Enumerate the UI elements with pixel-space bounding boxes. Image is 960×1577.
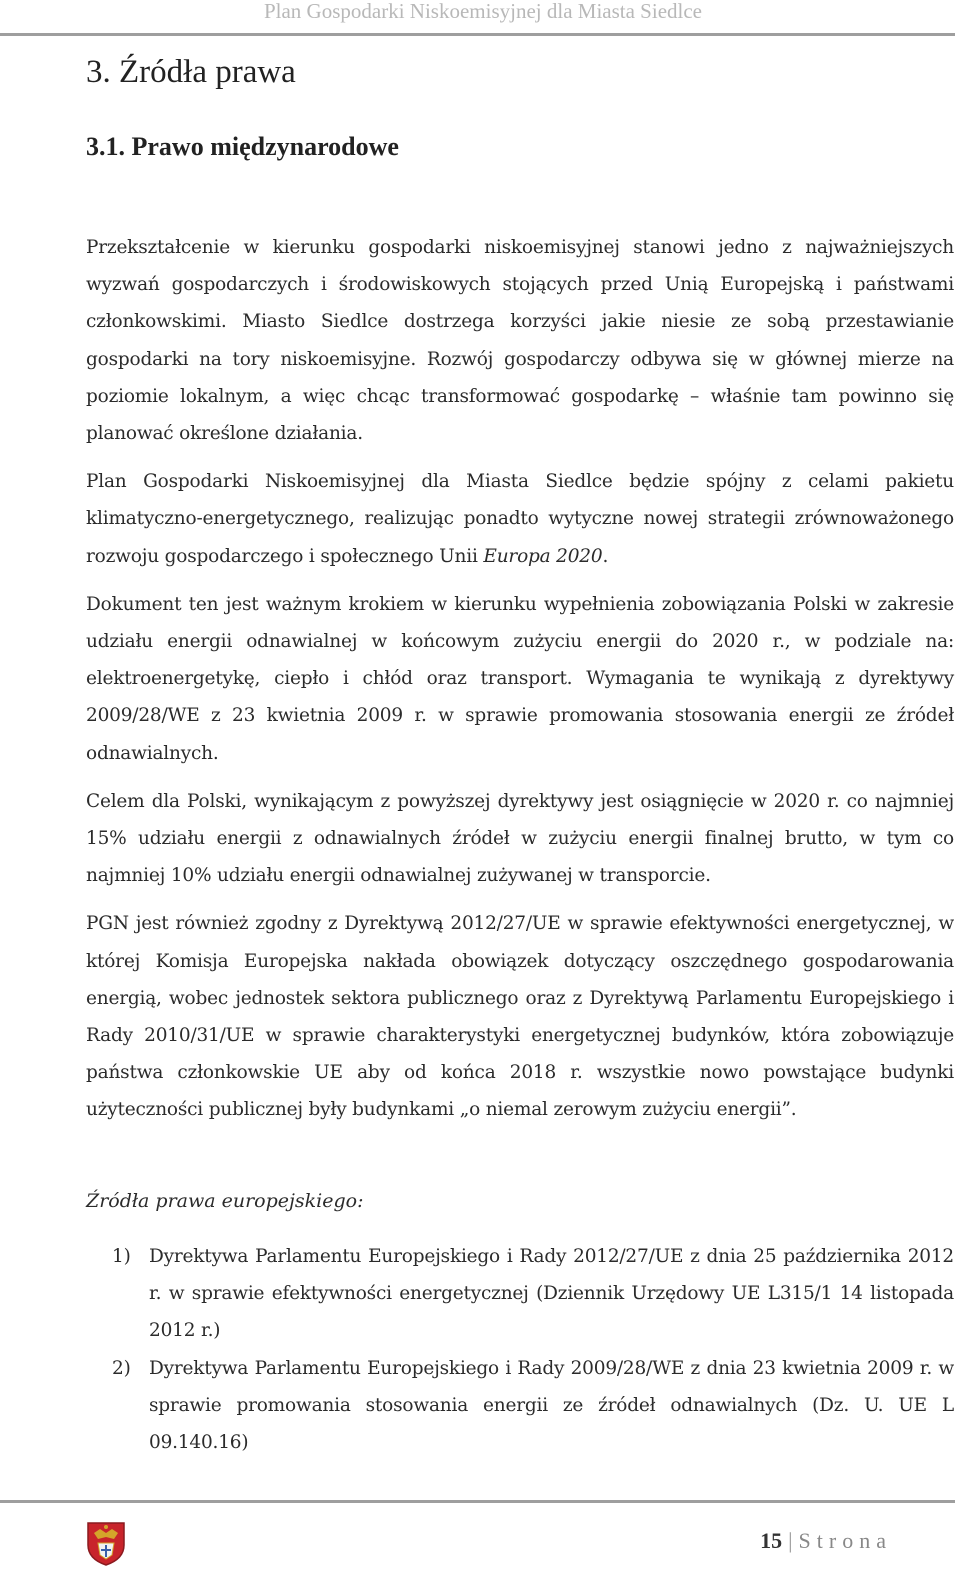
section-title: 3. Źródła prawa (86, 54, 296, 90)
body-text (86, 229, 954, 1140)
page-number-value: 15 (760, 1528, 783, 1553)
list-item (112, 1238, 954, 1350)
subsection-title: 3.1. Prawo międzynarodowe (86, 132, 399, 161)
list-item (112, 1350, 954, 1462)
page-number (760, 1528, 892, 1554)
list-item-number: 2) (112, 1357, 131, 1379)
paragraph-2-end: . (602, 545, 609, 567)
header-title: Plan Gospodarki Niskoemisyjnej dla Miasta Siedlce (263, 0, 702, 23)
city-crest-icon (86, 1519, 126, 1567)
paragraph-2-text: Plan Gospodarki Niskoemisyjnej dla Miasta Siedlce będzie spójny z celami pakietu klimatyczno-energetycznego, realizując ponadto wytyczne nowej strategii zrównoważonego rozwoju gospodarczego i społecznego Unii (86, 471, 954, 567)
paragraph-2 (86, 463, 954, 575)
paragraph-2-italic: Europa 2020 (483, 545, 603, 567)
list-item-text: Dyrektywa Parlamentu Europejskiego i Rady 2009/28/WE z dnia 23 kwietnia 2009 r. w sprawie promowania stosowania energii ze źródeł odnawialnych (Dz. U. UE L 09.140.16) (149, 1357, 954, 1454)
paragraph-1: Przekształcenie w kierunku gospodarki niskoemisyjnej stanowi jedno z najważniejszych wyzwań gospodarczych i środowiskowych stojących przed Unią Europejską i państwami członkowskimi. Miasto Siedlce dostrzega korzyści jakie niesie ze sobą przestawianie gospodarki na tory niskoemisyjne. Rozwój gospodarczy odbywa się w głównej mierze na poziomie lokalnym, a więc chcąc transformować gospodarkę – właśnie tam powinno się planować określone działania. (86, 237, 954, 445)
page-number-label: Strona (798, 1528, 892, 1553)
sources-heading: Źródła prawa europejskiego: (86, 1190, 364, 1212)
list-item-number: 1) (112, 1246, 131, 1267)
header-divider (0, 33, 955, 36)
paragraph-3: Dokument ten jest ważnym krokiem w kierunku wypełnienia zobowiązania Polski w zakresie udziału energii odnawialnej w końcowym zużyciu energii do 2020 r., w podziale na: elektroenergetykę, ciepło i chłód oraz transport. Wymagania te wynikają z dyrektywy 2009/28/WE z 23 kwietnia 2009 r. w sprawie promowania stosowania energii ze źródeł odnawialnych. (86, 593, 954, 764)
list-item-text: Dyrektywa Parlamentu Europejskiego i Rady 2012/27/UE z dnia 25 października 2012 r. w sprawie efektywności energetycznej (Dziennik Urzędowy UE L315/1 14 listopada 2012 r.) (149, 1246, 954, 1342)
paragraph-4: Celem dla Polski, wynikającym z powyższej dyrektywy jest osiągnięcie w 2020 r. co najmniej 15% udziału energii z odnawialnych źródeł w zużyciu energii finalnej brutto, w tym co najmniej 10% udziału energii odnawialnej zużywanej w transporcie. (86, 790, 954, 887)
footer-divider (0, 1500, 955, 1503)
sources-list (112, 1238, 954, 1461)
page-number-separator: | (788, 1528, 793, 1553)
paragraph-5: PGN jest również zgodny z Dyrektywą 2012/27/UE w sprawie efektywności energetycznej, w której Komisja Europejska nakłada obowiązek dotyczący oszczędnego gospodarowania energią, wobec jednostek sektora publicznego oraz z Dyrektywą Parlamentu Europejskiego i Rady 2010/31/UE w sprawie charakterystyki energetycznej budynków, która zobowiązuje państwa członkowskie UE aby od końca 2018 r. wszystkie nowo powstające budynki użyteczności publicznej były budynkami „o niemal zerowym zużyciu energii”. (86, 913, 954, 1121)
